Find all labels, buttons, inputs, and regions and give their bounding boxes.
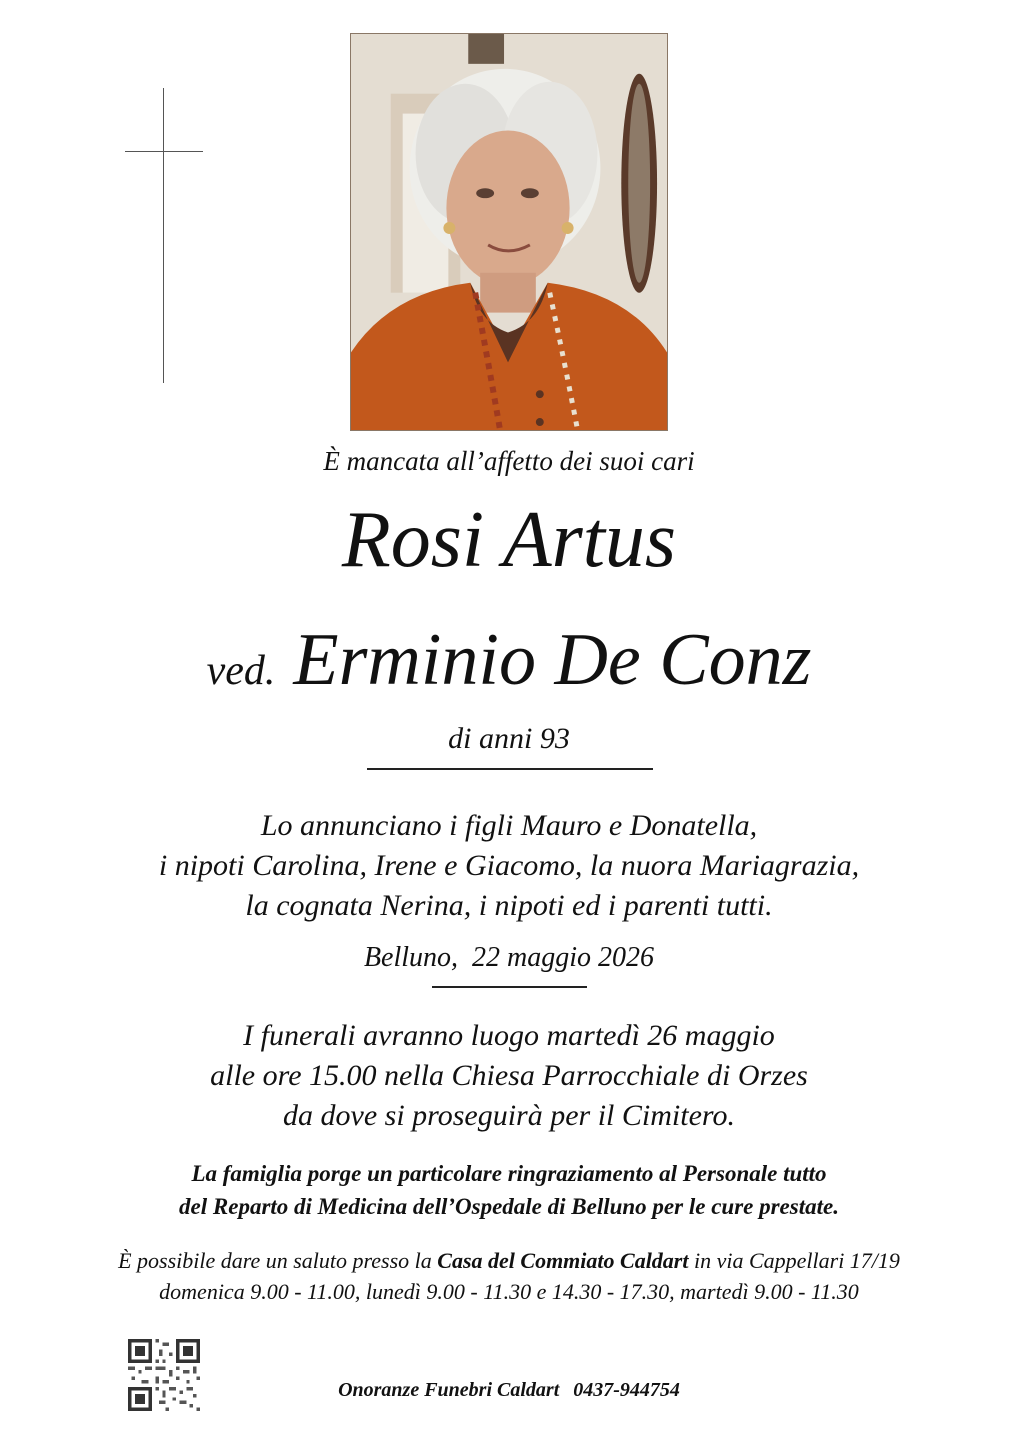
funeral-info <box>0 1016 1018 1136</box>
company-name: Onoranze Funebri Caldart <box>338 1379 560 1401</box>
cross-icon <box>163 88 164 383</box>
visit-prefix: È possibile dare un saluto presso la <box>118 1248 432 1273</box>
place: Belluno, <box>363 942 459 973</box>
thanks-text <box>0 1157 1018 1223</box>
husband-name: Erminio De Conz <box>293 619 812 701</box>
thanks-line: del Reparto di Medicina dell’Ospedale di Belluno per le cure prestate. <box>179 1194 839 1219</box>
widow-line <box>0 610 1018 730</box>
intro-text: È mancata all’affetto dei suoi cari <box>323 446 695 476</box>
divider <box>367 768 653 770</box>
date: 22 maggio 2026 <box>472 942 655 973</box>
deceased-name: Rosi Artus <box>341 496 677 584</box>
widow-prefix: ved. <box>206 648 276 694</box>
portrait-illustration <box>351 34 667 430</box>
funeral-line: I funerali avranno luogo martedì 26 maggio <box>243 1019 775 1052</box>
announcement-line: Lo annunciano i figli Mauro e Donatella, <box>260 809 758 842</box>
announcement-line: la cognata Nerina, i nipoti ed i parenti tutti. <box>245 889 773 922</box>
funeral-line: da dove si proseguirà per il Cimitero. <box>283 1099 735 1132</box>
funeral-line: alle ore 15.00 nella Chiesa Parrocchiale di Orzes <box>210 1059 808 1092</box>
portrait-photo <box>350 33 668 431</box>
visit-hours: domenica 9.00 - 11.00, lunedì 9.00 - 11.30 e 14.30 - 17.30, martedì 9.00 - 11.30 <box>159 1279 859 1304</box>
phone-number: 0437-944754 <box>573 1379 680 1401</box>
place-date <box>0 942 1018 974</box>
visit-suffix: in via Cappellari 17/19 <box>693 1248 900 1273</box>
visit-line <box>0 1245 1018 1276</box>
funeral-home-footer <box>0 1379 1018 1402</box>
announcement <box>0 806 1018 926</box>
visit-venue: Casa del Commiato Caldart <box>437 1248 689 1273</box>
visit-info <box>0 1245 1018 1307</box>
age-text: di anni 93 <box>448 722 570 755</box>
announcement-line: i nipoti Carolina, Irene e Giacomo, la nuora Mariagrazia, <box>158 849 860 882</box>
thanks-line: La famiglia porge un particolare ringraziamento al Personale tutto <box>191 1161 827 1186</box>
divider <box>432 986 587 988</box>
cross-icon-bar <box>125 151 203 152</box>
